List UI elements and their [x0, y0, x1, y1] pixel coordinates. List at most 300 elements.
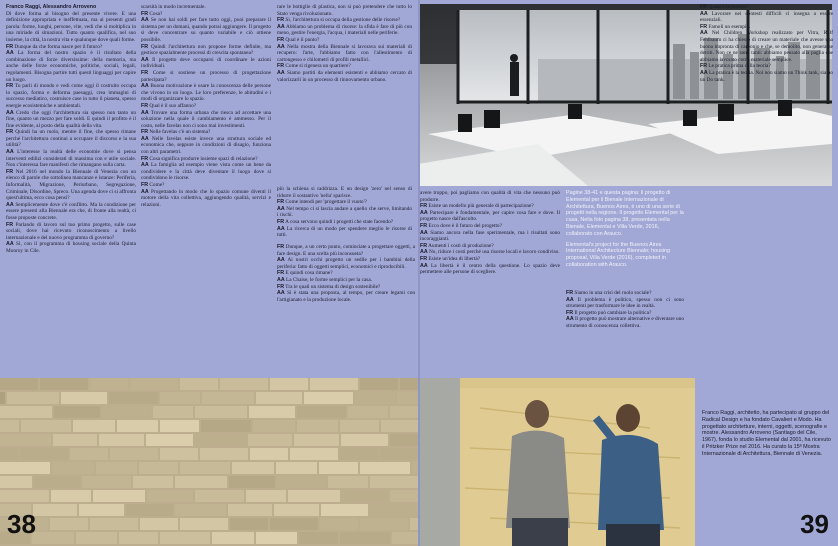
paragraph-text: Franco Raggi, Alessandro Arroveno	[6, 4, 97, 10]
article-text	[277, 186, 412, 199]
interview-question	[700, 63, 833, 70]
interview-answer	[700, 30, 833, 63]
speaker-initials: FR	[141, 69, 149, 76]
paragraph-text: Le pratica prima della teoria?	[708, 63, 771, 70]
straw-bale	[160, 392, 200, 404]
speaker-initials: FR	[6, 221, 14, 228]
straw-bale	[0, 476, 32, 488]
interview-question	[277, 199, 412, 206]
paragraph-text: Aumenti i costi di produzione?	[428, 242, 494, 249]
speaker-initials: AA	[700, 69, 708, 76]
left-page-column-4	[277, 244, 415, 374]
author-bio: Franco Raggi, architetto, ha partecipato al gruppo del Radical Design e ha fondato Cavalieri e Modo. Ha progettato architetture, interni, oggetti, scenografie e mostre. Alessandro Arroveno (Santiago del Cile, 1967), fonda lo studio Elemental dal 2001, ha ricevuto il Pritzker Prize nel 2016. Ha curato la 15ª Mostra Internazionale di Architettura, Biennale di Venezia.	[702, 410, 831, 457]
paragraph-text: A cosa servono quindi i progetti che state facendo?	[285, 218, 394, 225]
speaker-initials: FR	[141, 182, 149, 189]
straw-bale	[180, 462, 230, 474]
straw-bale	[109, 392, 158, 404]
straw-bale	[348, 406, 388, 418]
paragraph-text: Nel tempo ci si lascia andare a quello che serve, limitando i rischi.	[277, 205, 412, 219]
interview-answer	[277, 24, 412, 37]
article-text	[277, 4, 412, 17]
paragraph-text: La ricerca di un modo per spendere meglio le risorse di tutti.	[277, 225, 412, 239]
paragraph-text: Partecipare è fondamentale, per capire cosa fare e dove. Il progetto nasce dall'ascolto.	[420, 209, 560, 223]
straw-bale	[7, 392, 59, 404]
straw-bale	[195, 490, 244, 502]
straw-bale	[180, 378, 218, 390]
article-text	[420, 190, 560, 203]
straw-bale	[90, 378, 128, 390]
straw-bale	[119, 532, 158, 544]
interview-question	[420, 256, 560, 263]
straw-bale	[51, 490, 91, 502]
paragraph-text: Come intendi per 'progettare il vuoto'?	[285, 199, 367, 206]
straw-bale	[321, 504, 368, 516]
paragraph-text: Nelle favelas c'è un sistema?	[149, 129, 211, 136]
interview-answer	[141, 136, 271, 156]
interview-question	[700, 4, 833, 11]
speaker-initials: AA	[141, 56, 149, 63]
speaker-initials: AA	[420, 209, 428, 216]
straw-bale	[276, 462, 317, 474]
caption-english: Elemental's project for the Buenos Aires International Architecture Biennale; housing proposal, Villa Verde (2016), completed in collaboration with Arauco.	[566, 241, 670, 268]
straw-bale	[180, 518, 228, 530]
straw-bale	[380, 448, 418, 460]
speaker-initials: FR	[277, 244, 285, 250]
right-page-number: 39	[800, 509, 829, 539]
speaker-initials: FR	[277, 270, 285, 277]
paragraph-text: Tu parli di mondo e vedi come oggi il costruito occupa lo spazio, forma e deforma paesaggi, crea immagini di successo mediatico, costruisce case in tutto il pianeta, spesso energie ecosistemiche e ambientali.	[6, 83, 136, 109]
straw-bale	[249, 406, 295, 418]
paragraph-text: Cosa significa produrre insieme spazi di relazione?	[149, 155, 258, 162]
straw-bale	[248, 434, 292, 446]
straw-bale	[256, 392, 302, 404]
straw-bale	[0, 420, 19, 432]
interview-answer	[6, 149, 136, 169]
straw-bale	[360, 518, 408, 530]
interview-answer	[141, 17, 271, 43]
straw-bale	[342, 490, 388, 502]
paragraph-text: Credo che oggi l'architettura sia spesso non tanto un fine, quanto un mezzo per fare soldi. E quindi il profitto è il fine evidente, al posto della qualità della vita.	[6, 109, 136, 129]
speaker-initials: AA	[6, 201, 14, 208]
paragraph-text: La forma del nostro spazio è il risultato della combinazione di forze diversissime: della memoria, ma anche delle forze economiche, politiche, sociali, legali, regolamenti. Bisogna partire tutti questi linguaggi per capire un luogo.	[6, 50, 136, 83]
straw-bale	[70, 448, 108, 460]
straw-bale	[390, 434, 418, 446]
interview-answer	[6, 50, 136, 83]
speaker-initials: AA	[6, 241, 14, 248]
straw-bale	[21, 420, 71, 432]
paragraph-text: Quale è la lezione?	[708, 4, 749, 10]
straw-bale	[320, 518, 358, 530]
straw-bale	[139, 462, 178, 474]
speaker-initials: AA	[420, 229, 428, 236]
interview-question	[277, 219, 412, 226]
speaker-initials: FR	[700, 4, 708, 10]
straw-bale	[133, 476, 173, 488]
right-page-column-1	[420, 190, 560, 376]
straw-bale	[153, 406, 193, 418]
paragraph-text: Nelle favelas esiste invece una struttura sociale ed economica che, seppure in condizioni di disagio, funziona con altri parametri.	[141, 135, 271, 156]
left-page-number: 38	[7, 509, 36, 539]
paragraph-text: Famoli un esempio.	[708, 23, 751, 30]
straw-bale	[200, 448, 248, 460]
paragraph-text: avere troppo, poi pagliamo con qualità di vita che nessuno può produrre.	[420, 190, 560, 203]
straw-bale	[220, 378, 268, 390]
speaker-initials: FR	[141, 10, 149, 17]
speaker-initials: AA	[277, 69, 285, 76]
paragraph-text: Siamo ancora nella fase sperimentale, ma i risultati sono incoraggianti.	[420, 229, 560, 243]
interview-question	[277, 284, 415, 291]
straw-bale	[253, 420, 295, 432]
speaker-initials: FR	[420, 203, 428, 210]
speaker-initials: FR	[141, 155, 149, 162]
straw-bale	[32, 532, 74, 544]
interview-answer	[277, 206, 412, 219]
paragraph-text: L'interesse la realtà delle economie dove si pensa interventi edilizi considerati di massima con e utile sociale. Non c'interessa fare manifesti che rimangano sulla carta.	[6, 149, 136, 169]
straw-bale	[232, 462, 274, 474]
straw-bale	[175, 504, 226, 516]
straw-bale	[360, 462, 410, 474]
interview-question	[566, 290, 684, 297]
straw-bale	[381, 420, 418, 432]
interview-question	[420, 243, 560, 250]
interview-question	[6, 83, 136, 109]
straw-bale	[0, 462, 50, 474]
paragraph-text: più la schiena si raddrizza. E un design 'zero' nel senso di ridurre il sostantivo 'nella' sparisce.	[277, 186, 412, 199]
speaker-initials: AA	[420, 249, 428, 256]
speaker-initials: AA	[141, 135, 149, 142]
right-page-column-2	[566, 290, 684, 376]
speaker-initials: FR	[141, 102, 149, 109]
workers-straw-wall-photo	[420, 378, 695, 546]
straw-bale	[40, 378, 88, 390]
interview-question	[420, 203, 560, 210]
straw-bale	[61, 392, 107, 404]
paragraph-text: Tra le quali un sistema di design sostenibile?	[285, 283, 381, 290]
straw-bales-stack-photo	[0, 378, 418, 546]
paragraph-text: No, riduce i costi perché usa risorse locali e lavoro condiviso.	[428, 249, 560, 256]
paragraph-text: Ai nostri occhi progetto un sedile per i bambini della periferia: fatto di oggetti semplici, economici e riproducibili.	[277, 257, 415, 270]
speaker-initials: FR	[6, 168, 14, 175]
straw-bale	[340, 420, 379, 432]
straw-bale	[82, 476, 131, 488]
straw-bale	[195, 434, 246, 446]
paragraph-text: Esiste un modello più generale di partecipazione?	[428, 203, 534, 210]
paragraph-text: La Chaise, le forme semplici per la casa.	[285, 276, 373, 283]
straw-bale	[0, 378, 38, 390]
interview-question	[566, 310, 684, 317]
straw-bale	[370, 504, 418, 516]
paragraph-text: Il progetto può mostrare alternative e diventare uno strumento di conoscenza collettiva.	[566, 316, 684, 329]
straw-bale	[54, 406, 100, 418]
speaker-initials: AA	[277, 276, 285, 283]
article-text	[6, 11, 136, 44]
article-text	[141, 4, 271, 11]
straw-bale	[140, 518, 178, 530]
paragraph-text: scarsità in modo incrementale.	[141, 4, 206, 10]
speaker-initials: AA	[277, 290, 285, 297]
straw-bale	[0, 490, 49, 502]
straw-bale	[160, 448, 198, 460]
speaker-initials: AA	[277, 205, 285, 212]
speaker-initials: AA	[141, 162, 149, 169]
paragraph-text: Come si sostiene un processo di progettazione partecipata?	[141, 69, 271, 83]
straw-bale	[147, 490, 193, 502]
speaker-initials: FR	[277, 63, 285, 70]
paragraph-text: Trovare una forma urbana che riesca ad accettare una soluzione nella quale il cambiamento è ammesso. Per il costo, nelle favelas non ci sono mai investimenti.	[141, 109, 271, 129]
paragraph-text: Quindi l'architettura non propone forme definite, ma gestisce spazialmente processi di crescita spontanea?	[141, 43, 271, 57]
paragraph-text: Dunque da che forma nasce per il futuro?	[14, 43, 103, 50]
paragraph-text: La pratica è la teoria. Noi non siamo un Think tank, siamo un Do tank.	[700, 69, 833, 83]
paragraph-text: Nella mostra della Biennale si lavorava sui materiali di recupero: l'arte, l'abbiamo fatto con l'allestimento di cartongesso e chilometri di profili metallici.	[277, 43, 412, 63]
workers-illustration	[420, 378, 695, 546]
straw-bale	[212, 532, 254, 544]
interview-answer	[277, 226, 412, 239]
speaker-initials: FR	[420, 222, 428, 229]
straw-bale	[319, 462, 358, 474]
caption-italian: Pagine 38-41 e questa pagina: il progetto di Elemental per il Bienale Internazionale di Architettura, Buenos Aires, è uno di una serie di progetti nella regione. Il progetto Elemental per la casa, Nella foto pagina 38, presentata nella Bienale, Elemental e Villa Verde, 2016, collaborato con Arauco.	[566, 190, 684, 237]
paragraph-text: rare le bottiglie di plastica, non si può pretendere che tutto lo Stato venga rivoluzionato.	[277, 4, 412, 17]
interview-question	[141, 44, 271, 57]
interview-question	[277, 37, 412, 44]
speaker-initials: AA	[6, 50, 14, 57]
interview-question	[277, 270, 415, 277]
straw-bale	[79, 504, 124, 516]
paragraph-text: Come si rigenera un quartiere?	[285, 63, 351, 70]
straw-bale	[256, 532, 297, 544]
interview-question	[420, 223, 560, 230]
interview-question	[141, 182, 271, 189]
speaker-initials: FR	[700, 63, 708, 70]
straw-bales-illustration	[0, 378, 418, 546]
paragraph-text: Siamo partiti da elementi esistenti e abbiamo cercato di valorizzarli in un processo di rinnovamento urbano.	[277, 69, 412, 83]
paragraph-text: Di dove forma al bisogno del presente vivere. E una definizione appropriata e ineffettuata, ma ai presenti gradi parola: forme, luoghi, persone, vite, vedi che si moltiplica in una miriade di situazioni. Tutto quanto qualifica, nel suo insieme, la città, la nostra vita e qualunque dove quali forme.	[6, 10, 136, 43]
interview-answer	[141, 189, 271, 209]
straw-bale	[33, 504, 77, 516]
straw-bale	[195, 406, 247, 418]
speaker-initials: AA	[6, 109, 14, 116]
paragraph-text: Progettando in modo che lo spazio comune diventi il motore della vita collettiva, aggiungendo qualità, servizi e relazioni.	[141, 188, 271, 208]
straw-bale	[390, 406, 418, 418]
straw-bale	[392, 532, 418, 544]
straw-bale	[0, 448, 18, 460]
speaker-initials: FR	[420, 255, 428, 262]
paragraph-text: Qual è il suo affanno?	[149, 102, 197, 109]
speaker-initials: AA	[141, 188, 149, 195]
interview-question	[277, 63, 412, 70]
straw-bale	[310, 378, 358, 390]
paragraph-text: Lavorare nei contesti difficili ci insegna a essere essenziali.	[700, 10, 833, 24]
straw-bale	[294, 434, 339, 446]
straw-bale	[126, 504, 173, 516]
speaker-initials: FR	[277, 17, 285, 24]
interview-answer	[420, 263, 560, 276]
article-header	[6, 4, 136, 11]
straw-bale	[250, 448, 288, 460]
interview-answer	[6, 110, 136, 130]
paragraph-text: Come?	[149, 182, 165, 189]
straw-bale	[160, 420, 199, 432]
speaker-initials: FR	[420, 242, 428, 249]
speaker-initials: AA	[277, 257, 285, 264]
paragraph-text: Semplicemente dove c'è conflitto. Ma la condizione per essere presenti alla Biennale era che, di fronte alla realtà, ci fosse proposte concrete.	[6, 201, 136, 221]
straw-bale	[76, 532, 117, 544]
interview-answer	[6, 241, 136, 254]
photo-caption	[566, 190, 684, 269]
paragraph-text: Dunque, a un certo punto, cominciate a progettare oggetti, a fare design. E una scelta più inconsueta?	[277, 244, 415, 257]
straw-bale	[99, 434, 144, 446]
interview-answer	[566, 316, 684, 329]
straw-bale	[297, 420, 338, 432]
straw-bale	[0, 406, 52, 418]
straw-bale	[93, 490, 145, 502]
paragraph-text: E quindi cosa rimane?	[285, 270, 333, 277]
speaker-initials: AA	[420, 262, 428, 269]
speaker-initials: AA	[141, 109, 149, 116]
interview-question	[141, 129, 271, 136]
interview-question	[277, 17, 412, 24]
speaker-initials: FR	[277, 36, 285, 43]
straw-bale	[102, 406, 151, 418]
interview-question	[6, 222, 136, 242]
straw-bale	[228, 504, 272, 516]
straw-bale	[299, 532, 338, 544]
straw-bale	[50, 518, 88, 530]
straw-bale	[355, 392, 395, 404]
paragraph-text: Si è stata una proposta, al tempo, per creare legami con l'artigianato e la produzione locale.	[277, 290, 415, 303]
paragraph-text: Buona motivazione è usare la conoscenza delle persone che vivono in un luogo. Le loro preferenze, le abitudini e i modi di organizzare lo spazio.	[141, 83, 271, 103]
straw-bale	[340, 448, 378, 460]
interview-answer	[277, 277, 415, 284]
paragraph-text: Il progetto può cambiare la politica?	[574, 309, 652, 316]
speaker-initials: FR	[566, 309, 574, 316]
interview-answer	[700, 70, 833, 83]
speaker-initials: FR	[277, 199, 285, 206]
straw-bale	[175, 476, 227, 488]
speaker-initials: AA	[566, 316, 574, 323]
straw-bale	[400, 378, 418, 390]
interview-answer	[420, 210, 560, 223]
straw-bale	[277, 476, 326, 488]
speaker-initials: AA	[277, 23, 285, 30]
straw-bale	[360, 378, 398, 390]
paragraph-text: Il problema è politico, spesso non ci sono strumenti per trasformare le idee in realtà.	[566, 296, 684, 310]
straw-bale	[297, 406, 346, 418]
speaker-initials: FR	[141, 129, 149, 136]
paragraph-text: La libertà è il centro della questione. Lo spazio deve permettere alle persone di scegliere.	[420, 262, 560, 276]
speaker-initials: AA	[277, 225, 285, 232]
speaker-initials: AA	[277, 43, 285, 50]
interview-question	[6, 129, 136, 149]
straw-bale	[270, 378, 308, 390]
paragraph-text: Qual è il punto?	[285, 36, 320, 43]
interview-answer	[700, 11, 833, 24]
interview-question	[141, 70, 271, 83]
interview-answer	[420, 230, 560, 243]
paragraph-text: Ecco dove è il futuro del progetto?	[428, 222, 502, 229]
speaker-initials: FR	[141, 43, 149, 50]
interview-question	[277, 244, 415, 257]
interview-question	[141, 103, 271, 110]
paragraph-text: Cosa?	[149, 10, 163, 17]
paragraph-text: Nel Children Workshop realizzato per Vitra, Rolf Fehlbaum ci ha chiesto di creare un materiale che avesse una buona impronta di carbonio e che, se demolito, non generasse detriti. Non ce ne sono tanti: abbiamo pensato alla paglia che abbiamo lavorato come materiale semplice.	[700, 30, 833, 63]
straw-bale	[397, 392, 418, 404]
speaker-initials: FR	[6, 43, 14, 50]
straw-bale	[230, 518, 268, 530]
straw-bale	[370, 476, 418, 488]
straw-bale	[229, 476, 275, 488]
paragraph-text: Se non hai soldi per fare tutto oggi, puoi preparare il sistema per un domani, quando potrai aggiungere. Il progetto si deve concentrare su quanto variabile e ciò ottiene possibile.	[141, 17, 271, 43]
interview-answer	[420, 249, 560, 256]
interview-answer	[277, 70, 412, 83]
straw-bale	[328, 476, 368, 488]
straw-bale	[160, 532, 210, 544]
straw-bale	[246, 490, 286, 502]
straw-bale	[96, 462, 137, 474]
interview-answer	[141, 110, 271, 130]
interview-answer	[6, 202, 136, 222]
speaker-initials: FR	[6, 129, 14, 136]
straw-bale	[288, 490, 340, 502]
speaker-initials: AA	[6, 149, 14, 156]
straw-bale	[201, 420, 251, 432]
paragraph-text: Siamo in una crisi del ruolo sociale?	[574, 290, 652, 296]
interview-answer	[566, 297, 684, 310]
straw-bale	[202, 392, 254, 404]
paragraph-text: Sì, l'architettura si occupa della gestione delle risorse?	[285, 17, 401, 24]
paragraph-text: Parlando di lavoro sul tuo primo progetto, sulle case sociali, dove hai ricevuto riconoscimento a livello internazionale e del nuovo programma di governo?	[6, 221, 136, 241]
left-page-column-3	[277, 4, 412, 134]
interview-answer	[277, 257, 415, 270]
speaker-initials: FR	[6, 83, 14, 90]
left-page-column-3-lower	[277, 186, 412, 240]
speaker-initials: AA	[141, 83, 149, 90]
paragraph-text: Esiste un'idea di libertà?	[428, 255, 481, 262]
interview-answer	[141, 57, 271, 70]
speaker-initials: AA	[700, 10, 708, 17]
interview-answer	[277, 44, 412, 64]
straw-bale	[53, 434, 97, 446]
paragraph-text: Abbiamo un problema di risorse: la sfida è fare di più con meno, gestire l'energia, l'acqua, i materiali nelle periferie.	[277, 23, 412, 37]
straw-bale	[117, 420, 158, 432]
speaker-initials: AA	[700, 30, 708, 37]
straw-bale	[52, 462, 94, 474]
interview-answer	[141, 162, 271, 182]
speaker-initials: AA	[566, 296, 574, 303]
paragraph-text: La famiglia ad esempio viene vista come un bene da condividere e la città deve diventare il luogo dove si condividono le risorse.	[141, 162, 271, 182]
paragraph-text: Il progetto deve occuparsi di coordinare le azioni individuali.	[141, 56, 271, 70]
straw-bale	[110, 448, 158, 460]
straw-bale	[341, 434, 388, 446]
interview-answer	[141, 83, 271, 103]
straw-bale	[34, 476, 80, 488]
straw-bale	[290, 448, 338, 460]
speaker-initials: FR	[566, 290, 574, 296]
interview-question	[6, 169, 136, 202]
paragraph-text: Nel 2016 nel mondo la Biennale di Venezia con un elenco di parole che sottolinea mancanze e istanze: Periferia, Informalità, Migrazione, Periurbano, Segregazione, Criminale, Disordine, Spreco. Una agenda dove ci si affronta quest'ultima, ecco cosa pensi?	[6, 168, 136, 202]
straw-bale	[270, 518, 318, 530]
straw-bale	[390, 490, 418, 502]
speaker-initials: FR	[277, 283, 285, 290]
paragraph-text: Sì, con il programma di housing sociale della Quinta Monroy in Cile.	[6, 241, 136, 254]
straw-bale	[304, 392, 353, 404]
straw-bale	[340, 532, 390, 544]
speaker-initials: FR	[700, 23, 708, 30]
straw-bale	[274, 504, 319, 516]
straw-bale	[20, 448, 68, 460]
straw-bale	[146, 434, 193, 446]
interview-answer	[277, 290, 415, 303]
straw-bale	[0, 434, 51, 446]
